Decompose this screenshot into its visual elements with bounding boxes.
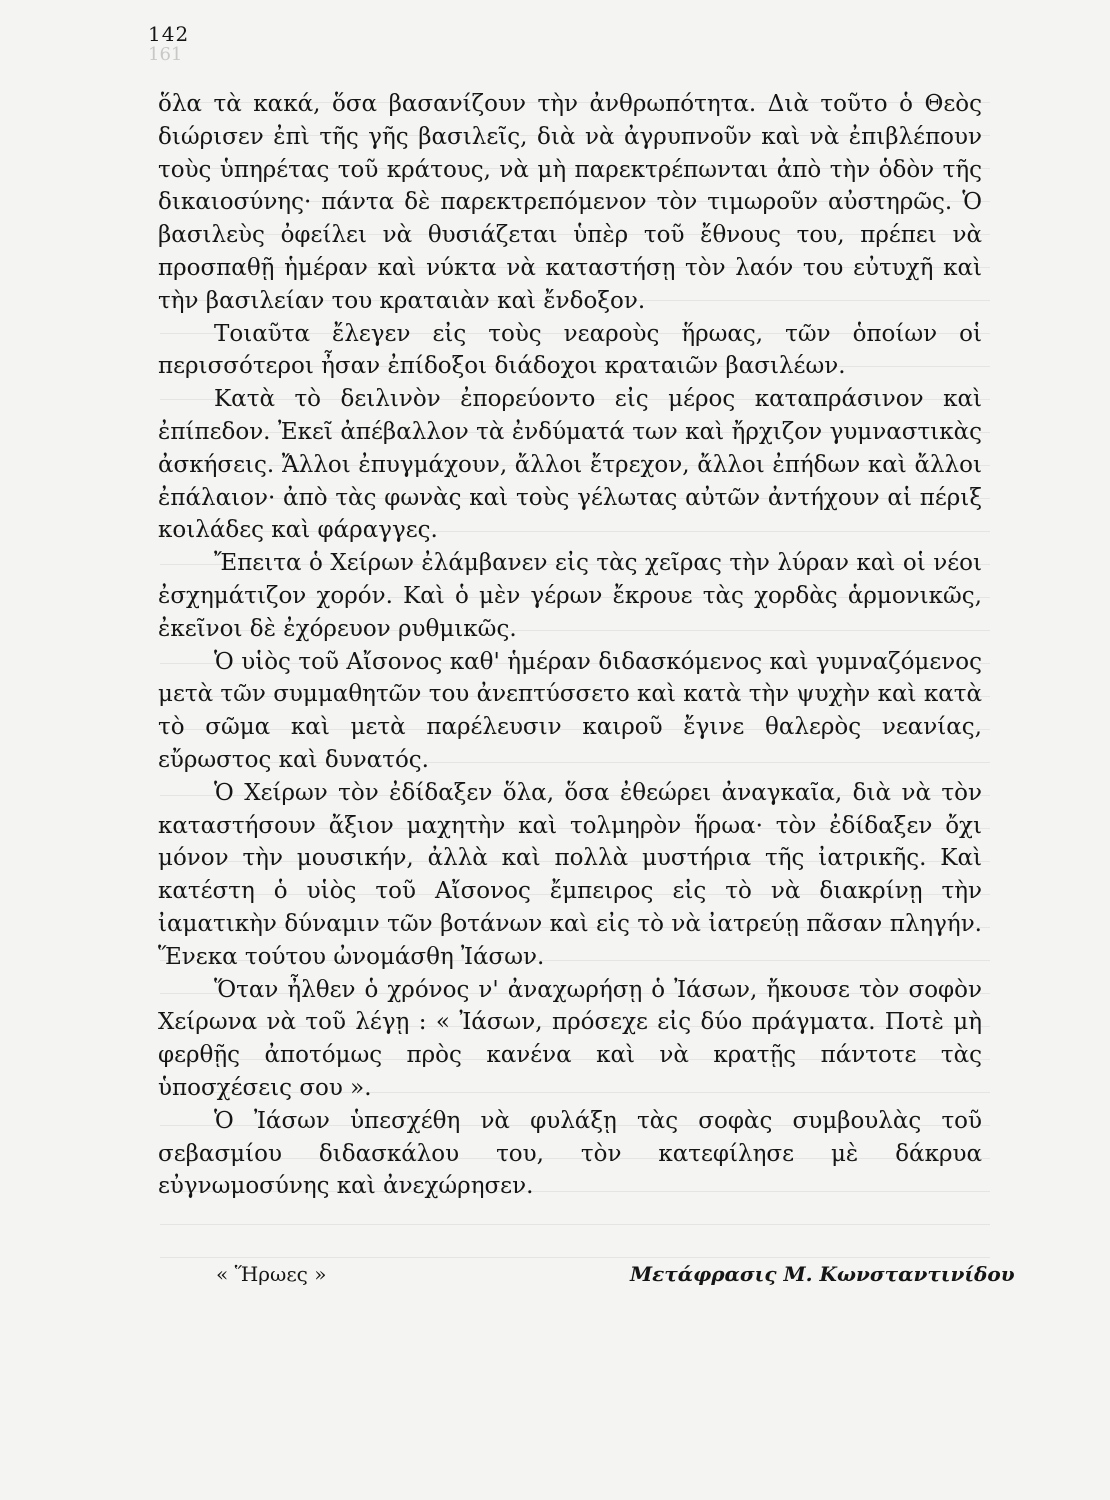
paragraph: Κατὰ τὸ δειλινὸν ἐπορεύοντο εἰς μέρος καταπράσινον καὶ ἐπίπεδον. Ἐκεῖ ἀπέβαλλον τὰ ἐνδύματά των καὶ ἤρχιζον γυμναστικὰς ἀσκήσεις. Ἄλλοι ἐπυγμάχουν, ἄλλοι ἔτρεχον, ἄλλοι ἐπήδων καὶ ἄλλοι ἐπάλαιον· ἀπὸ τὰς φωνὰς καὶ τοὺς γέλωτας αὐτῶν ἀντήχουν αἱ πέριξ κοιλάδες καὶ φάραγγες. (158, 386, 982, 544)
paragraph: Τοιαῦτα ἔλεγεν εἰς τοὺς νεαροὺς ἥρωας, τῶν ὁποίων οἱ περισσότεροι ἦσαν ἐπίδοξοι διάδοχοι κραταιῶν βασιλέων. (158, 320, 982, 380)
paragraph: Ὁ Ἰάσων ὑπεσχέθη νὰ φυλάξῃ τὰς σοφὰς συμβουλὰς τοῦ σεβασμίου διδασκάλου του, τὸν κατεφίλησε μὲ δάκρυα εὐγνωμοσύνης καὶ ἀνεχώρησεν. (158, 1107, 982, 1200)
bleed-through-page-number: 161 (148, 44, 183, 65)
paragraph: Ὁ Χείρων τὸν ἐδίδαξεν ὅλα, ὅσα ἐθεώρει ἀναγκαῖα, διὰ νὰ τὸν καταστήσουν ἄξιον μαχητὴν καὶ τολμηρὸν ἥρωα· τὸν ἐδίδαξεν ὄχι μόνον τὴν μουσικήν, ἀλλὰ καὶ πολλὰ μυστήρια τῆς ἰατρικῆς. Καὶ κατέστη ὁ υἱὸς τοῦ Αἴσονος ἔμπειρος εἰς τὸ νὰ διακρίνῃ τὴν ἰαματικὴν δύναμιν τῶν βοτάνων καὶ εἰς τὸ νὰ ἰατρεύῃ πᾶσαν πληγήν. Ἕνεκα τούτου ὠνομάσθη Ἰάσων. (158, 779, 982, 970)
paragraph: Ὅταν ἦλθεν ὁ χρόνος ν' ἀναχωρήσῃ ὁ Ἰάσων, ἤκουσε τὸν σοφὸν Χείρωνα νὰ τοῦ λέγῃ : « Ἰάσων, πρόσεχε εἰς δύο πράγματα. Ποτὲ μὴ φερθῇς ἀποτόμως πρὸς κανένα καὶ νὰ κρατῇς πάντοτε τὰς ὑποσχέσεις σου ». (158, 976, 982, 1101)
paragraph: Ὁ υἱὸς τοῦ Αἴσονος καθ' ἡμέραν διδασκόμενος καὶ γυμναζόμενος μετὰ τῶν συμμαθητῶν του ἀνεπτύσσετο καὶ κατὰ τὴν ψυχὴν καὶ κατὰ τὸ σῶμα καὶ μετὰ παρέλευσιν καιροῦ ἔγινε θαλερὸς νεανίας, εὔρωστος καὶ δυνατός. (158, 648, 982, 773)
translator-credit: Μετάφρασις Μ. Κωνσταντινίδου (630, 1262, 1015, 1286)
body-text (158, 88, 982, 1203)
paragraph: Ἔπειτα ὁ Χείρων ἐλάμβανεν εἰς τὰς χεῖρας τὴν λύραν καὶ οἱ νέοι ἐσχημάτιζον χορόν. Καὶ ὁ μὲν γέρων ἔκρουε τὰς χορδὰς ἁρμονικῶς, ἐκεῖνοι δὲ ἐχόρευον ρυθμικῶς. (158, 550, 982, 642)
paragraph: ὅλα τὰ κακά, ὅσα βασανίζουν τὴν ἀνθρωπότητα. Διὰ τοῦτο ὁ Θεὸς διώρισεν ἐπὶ τῆς γῆς βασιλεῖς, διὰ νὰ ἀγρυπνοῦν καὶ νὰ ἐπιβλέπουν τοὺς ὑπηρέτας τοῦ κράτους, νὰ μὴ παρεκτρέπωνται ἀπὸ τὴν ὁδὸν τῆς δικαιοσύνης· πάντα δὲ παρεκτρεπόμενον τὸν τιμωροῦν αὐστηρῶς. Ὁ βασιλεὺς ὀφείλει νὰ θυσιάζεται ὑπὲρ τοῦ ἔθνους του, πρέπει νὰ προσπαθῇ ἡμέραν καὶ νύκτα νὰ καταστήσῃ τὸν λαόν του εὐτυχῆ καὶ τὴν βασιλείαν του κραταιὰν καὶ ἔνδοξον. (158, 91, 982, 314)
source-citation: « Ἥρωες » (216, 1262, 327, 1286)
page-number: 142 (148, 22, 190, 46)
